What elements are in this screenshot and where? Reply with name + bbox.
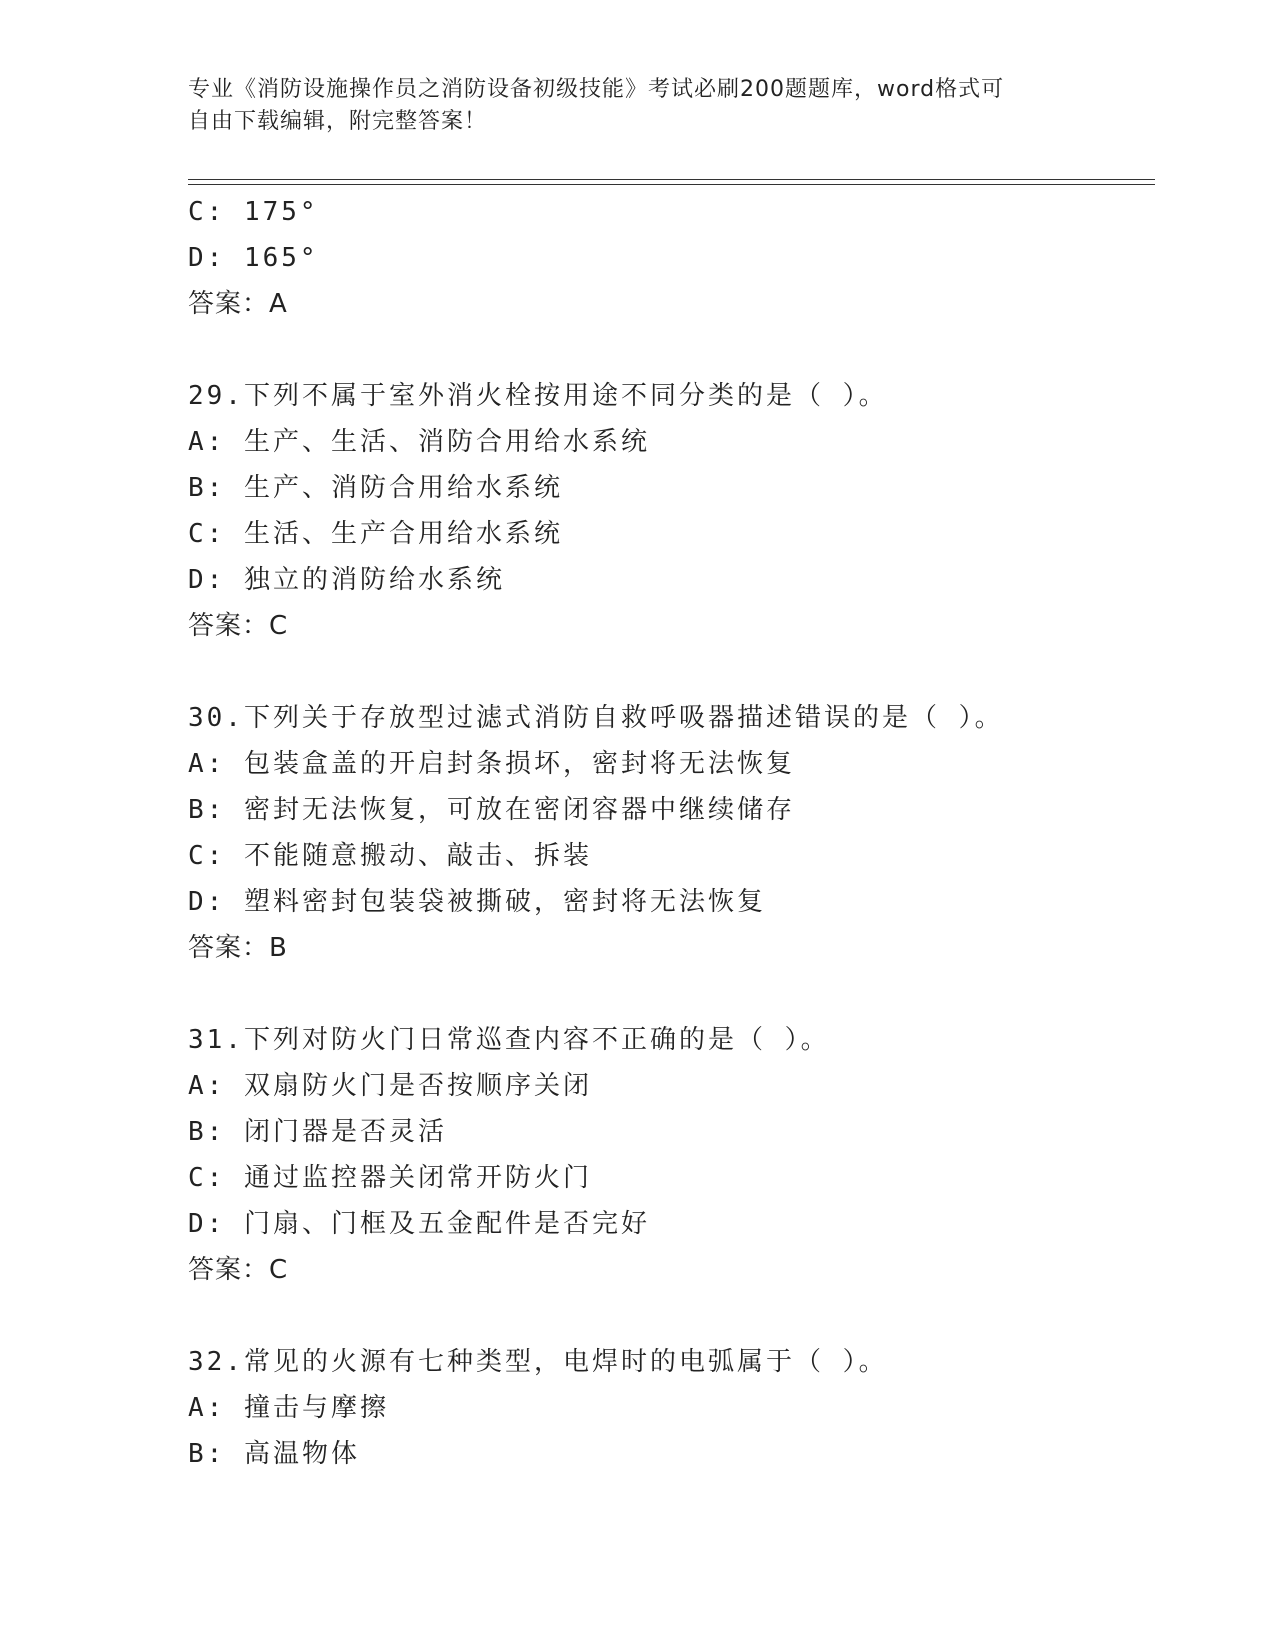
document-header [188, 74, 1088, 138]
option-b: B: 高温物体 [188, 1439, 360, 1469]
option-b: B: 生产、消防合用给水系统 [188, 473, 563, 503]
option-c: C: 生活、生产合用给水系统 [188, 519, 563, 549]
question-block-30 [188, 695, 1148, 971]
option-a: A: 双扇防火门是否按顺序关闭 [188, 1071, 592, 1101]
option-a: A: 包装盒盖的开启封条损坏，密封将无法恢复 [188, 749, 795, 779]
spacer [188, 971, 1148, 1017]
question-stem: 31.下列对防火门日常巡查内容不正确的是（ ）。 [188, 1025, 830, 1055]
header-title-line-2: 自由下载编辑，附完整答案！ [188, 109, 488, 134]
question-block-prev [188, 189, 1148, 327]
option-c: C: 175° [188, 197, 319, 227]
option-d: D: 门扇、门框及五金配件是否完好 [188, 1209, 650, 1239]
header-title-line-1: 专业《消防设施操作员之消防设备初级技能》考试必刷200题题库，word格式可 [188, 77, 1005, 102]
option-d: D: 165° [188, 243, 319, 273]
option-b: B: 密封无法恢复，可放在密闭容器中继续储存 [188, 795, 795, 825]
question-block-29 [188, 373, 1148, 649]
option-c: C: 不能随意搬动、敲击、拆装 [188, 841, 592, 871]
answer-line: 答案：C [188, 1255, 289, 1285]
option-b: B: 闭门器是否灵活 [188, 1117, 447, 1147]
answer-line: 答案：C [188, 611, 289, 641]
question-stem: 30.下列关于存放型过滤式消防自救呼吸器描述错误的是（ ）。 [188, 703, 1004, 733]
option-d: D: 独立的消防给水系统 [188, 565, 505, 595]
question-list [188, 189, 1148, 1477]
spacer [188, 327, 1148, 373]
header-divider-bottom [188, 184, 1155, 185]
question-block-32 [188, 1339, 1148, 1477]
question-stem: 32.常见的火源有七种类型，电焊时的电弧属于（ ）。 [188, 1347, 888, 1377]
option-a: A: 撞击与摩擦 [188, 1393, 389, 1423]
question-block-31 [188, 1017, 1148, 1293]
option-c: C: 通过监控器关闭常开防火门 [188, 1163, 592, 1193]
question-stem: 29.下列不属于室外消火栓按用途不同分类的是（ ）。 [188, 381, 888, 411]
answer-line: 答案：B [188, 933, 288, 963]
header-divider-top [188, 179, 1155, 180]
option-a: A: 生产、生活、消防合用给水系统 [188, 427, 650, 457]
answer-line: 答案：A [188, 289, 288, 319]
spacer [188, 1293, 1148, 1339]
option-d: D: 塑料密封包装袋被撕破，密封将无法恢复 [188, 887, 766, 917]
spacer [188, 649, 1148, 695]
